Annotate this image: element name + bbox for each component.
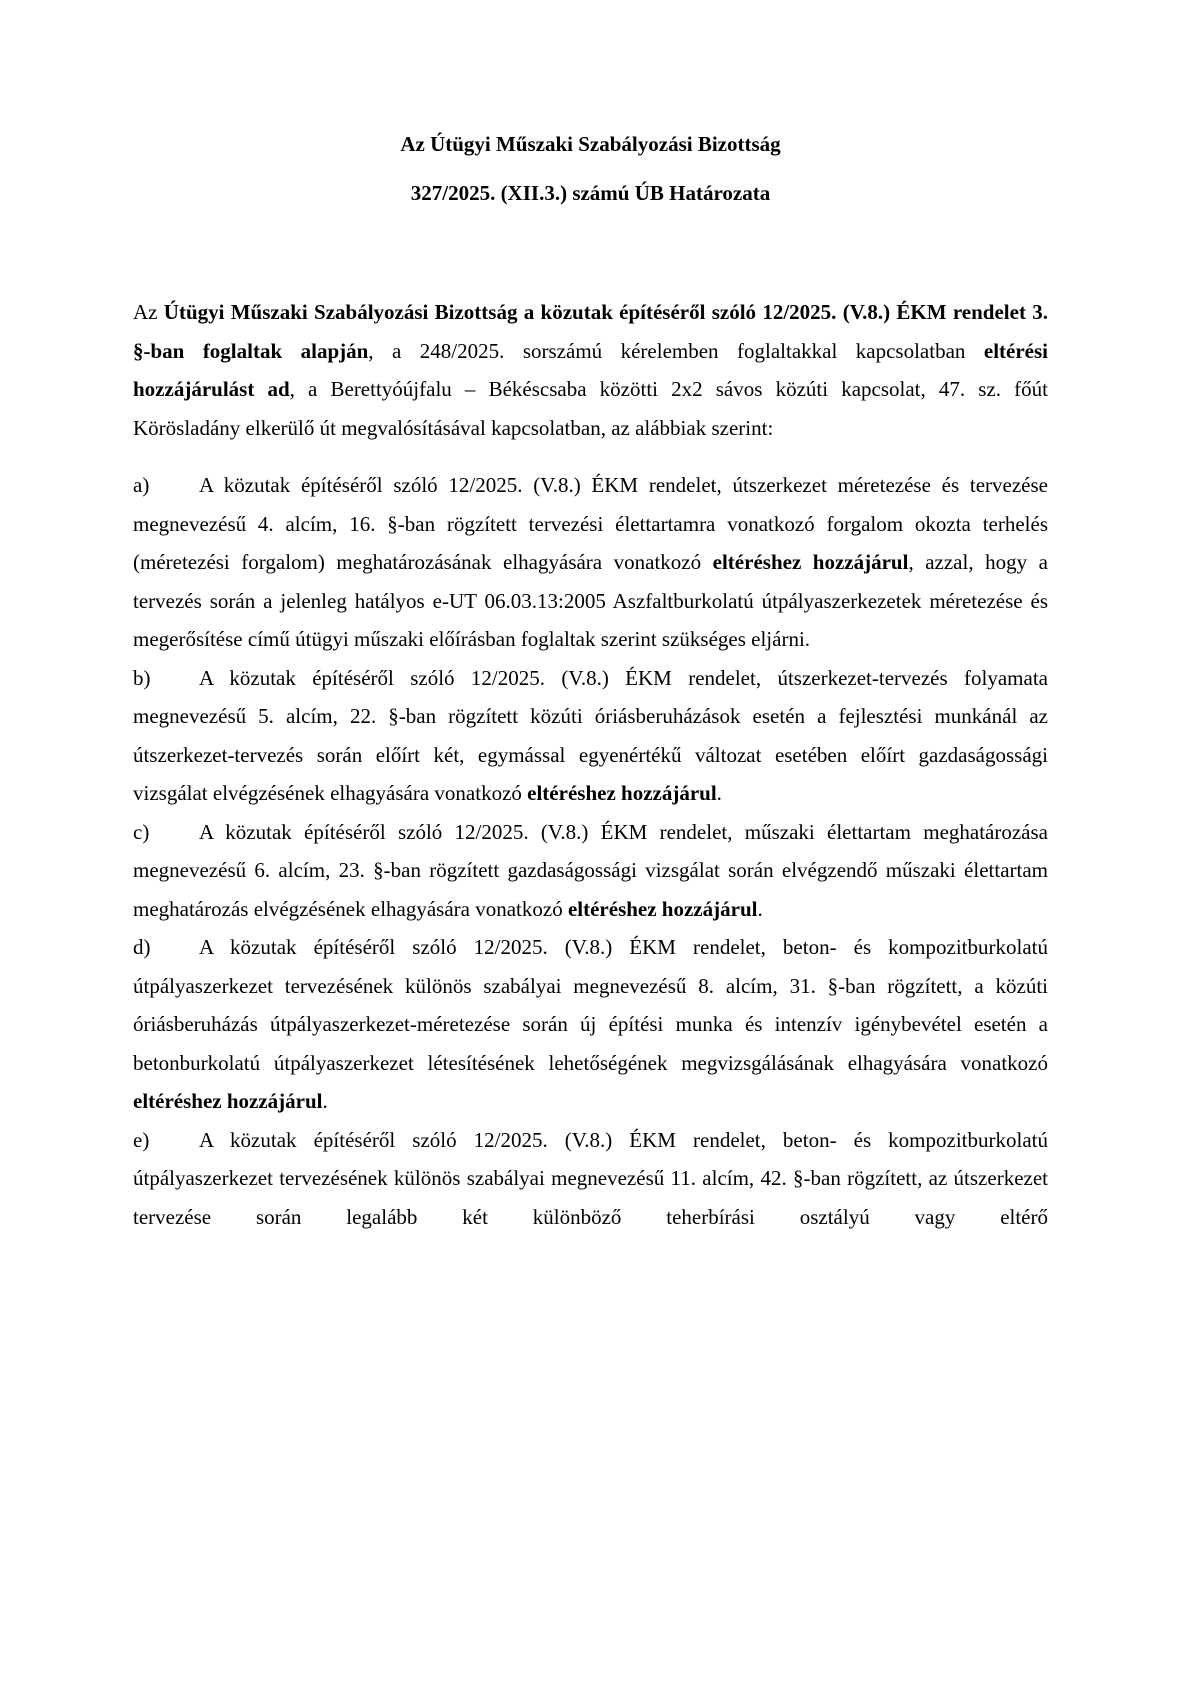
- item-text-tail: .: [322, 1089, 328, 1113]
- list-item-a: [133, 466, 1048, 659]
- item-label: a): [133, 473, 150, 497]
- document-title-committee: Az Útügyi Műszaki Szabályozási Bizottság: [400, 132, 781, 156]
- document-page: [133, 128, 1048, 1236]
- item-text-tail: , azzal, hogy a tervezés során a jelenleg hatályos e-UT 06.03.13:2005 Aszfaltburkolatú útpályaszerkezetek méretezése és megerősítése című útügyi műszaki előírásban foglaltak szerint szükséges eljárni.: [133, 550, 1048, 651]
- item-bold: eltéréshez hozzájárul: [133, 1089, 323, 1113]
- item-text: A közutak építéséről szóló 12/2025. (V.8.) ÉKM rendelet, beton- és kompozitburkolatú útpályaszerkezet tervezésének különös szabályai megnevezésű 8. alcím, 31. §-ban rögzített, a közúti óriásberuházás útpályaszerkezet-méretezése során új építési munka és intenzív igénybevétel esetén a betonburkolatú útpályaszerkezet létesítésének lehetőségének megvizsgálásának elhagyására vonatkozó: [133, 935, 1048, 1075]
- item-bold: eltéréshez hozzájárul: [567, 896, 758, 921]
- list-item-d: [133, 928, 1048, 1121]
- item-bold: eltéréshez hozzájárul: [712, 550, 909, 574]
- intro-text-1: Az: [133, 300, 164, 324]
- list-item-b: [133, 659, 1048, 813]
- item-label: d): [133, 935, 151, 959]
- intro-bold-2: eltérési hozzájárulást ad: [133, 338, 1048, 401]
- item-text-tail: .: [716, 781, 722, 805]
- list-item-c: [133, 813, 1048, 929]
- item-label: c): [133, 819, 150, 844]
- intro-text-3: , a Berettyóújfalu – Békéscsaba közötti 2x2 sávos közúti kapcsolat, 47. sz. főút Körösladány elkerülő út megvalósításával kapcsolatban, az alábbiak szerint:: [133, 377, 1048, 440]
- item-label: b): [133, 665, 151, 690]
- item-label: e): [133, 1127, 150, 1152]
- intro-bold-1: Útügyi Műszaki Szabályozási Bizottság a közutak építéséről szóló 12/2025. (V.8.) ÉKM rendelet 3. §-ban foglaltak alapján: [133, 300, 1048, 363]
- intro-paragraph: [133, 293, 1048, 447]
- document-body: [133, 293, 1048, 1236]
- item-text-tail: .: [757, 896, 763, 921]
- item-text: A közutak építéséről szóló 12/2025. (V.8.) ÉKM rendelet, útszerkezet-tervezés folyamata megnevezésű 5. alcím, 22. §-ban rögzített közúti óriásberuházások esetén a fejlesztési munkánál az útszerkezet-tervezés során előírt két, egymással egyenértékű változat esetében előírt gazdaságossági vizsgálat elvégzésének elhagyására vonatkozó: [133, 665, 1048, 805]
- document-title-resolution: 327/2025. (XII.3.) számú ÚB Határozata: [410, 181, 771, 205]
- item-text: A közutak építéséről szóló 12/2025. (V.8.) ÉKM rendelet, műszaki élettartam meghatározása megnevezésű 6. alcím, 23. §-ban rögzített gazdaságossági vizsgálat során elvégzendő műszaki élettartam meghatározás elvégzésének elhagyására vonatkozó: [133, 819, 1048, 921]
- list-item-e: [133, 1121, 1048, 1237]
- intro-text-2: , a 248/2025. sorszámú kérelemben foglaltakkal kapcsolatban: [368, 338, 984, 363]
- item-text: A közutak építéséről szóló 12/2025. (V.8.) ÉKM rendelet, útszerkezet méretezése és tervezése megnevezésű 4. alcím, 16. §-ban rögzített tervezési élettartamra vonatkozó forgalom okozta terhelés (méretezési forgalom) meghatározásának elhagyására vonatkozó: [133, 473, 1048, 574]
- item-bold: eltéréshez hozzájárul: [527, 781, 717, 805]
- item-text: A közutak építéséről szóló 12/2025. (V.8.) ÉKM rendelet, beton- és kompozitburkolatú útpályaszerkezet tervezésének különös szabályai megnevezésű 11. alcím, 42. §-ban rögzített, az útszerkezet tervezése során legalább két különböző teherbírási osztályú vagy eltérő: [133, 1127, 1048, 1229]
